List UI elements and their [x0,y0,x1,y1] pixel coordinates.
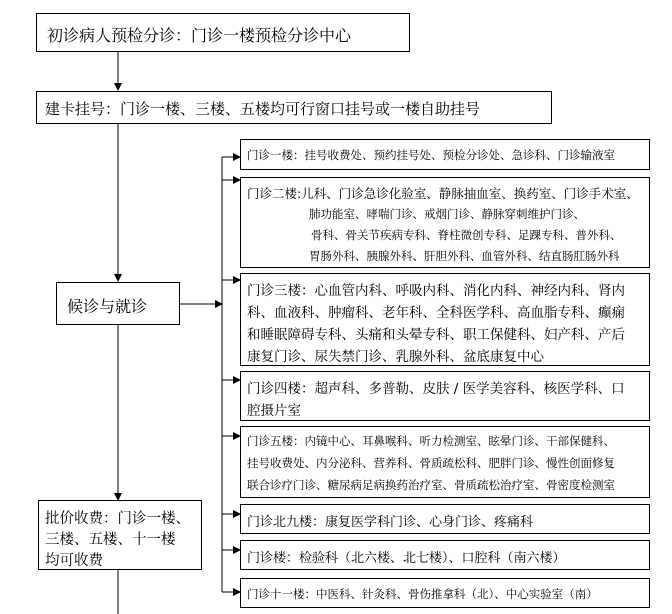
step4-box [38,500,202,570]
floor3-line: 康复门诊、尿失禁门诊、乳腺外科、盆底康复中心 [247,349,544,365]
floor3-line: 科、血液科、肿瘤科、老年科、全科医学科、高血脂专科、癫痫 [247,305,625,321]
floor2-line: 门诊二楼:儿科、门诊急诊化验室、静脉抽血室、换药室、门诊手术室、 [247,186,639,201]
floor1-box [240,139,650,170]
step2-box [36,91,552,124]
step3-text: 候诊与就诊 [67,297,148,316]
floor2-line: 骨科、骨关节疾病专科、脊柱微创专科、足踝专科、普外科、 [311,228,622,242]
floor11-box [240,578,650,608]
step4-line: 均可收费 [45,553,103,569]
step1-box [36,13,410,52]
floor2-line: 肺功能室、哮喘门诊、戒烟门诊、静脉穿刺维护门诊、 [309,207,585,221]
floor5-box [240,426,650,498]
floor3-line: 和睡眠障碍专科、头痛和头晕专科、职工保健科、妇产科、产后 [247,327,625,343]
floor4-line: 门诊四楼：超声科、多普勒、皮肤 / 医学美容科、核医学科、口 [247,381,625,397]
floor1-line: 门诊一楼：挂号收费处、预约挂号处、预检分诊处、急诊科、门诊输液室 [247,148,615,162]
floor-lab-line: 门诊楼：检验科（北六楼、北七楼）、口腔科（南六楼） [247,551,566,566]
floor3-box [240,273,650,366]
floor4-line: 腔摄片室 [247,403,301,419]
step4-line: 三楼、五楼、十一楼 [45,532,176,548]
floor2-line: 胃肠外科、胰腺外科、肝胆外科、血管外科、结直肠肛肠外科 [309,249,620,263]
floor-n9-line: 门诊北九楼：康复医学科门诊、心身门诊、疼痛科 [247,515,534,530]
floor-lab-box [240,540,650,570]
floor2-box [240,177,650,268]
step4-line: 批价收费：门诊一楼、 [45,511,190,527]
floor3-line: 门诊三楼：心血管内科、呼吸内科、消化内科、神经内科、肾内 [247,283,625,299]
step3-box [56,282,180,325]
floor-n9-box [240,504,650,534]
floor11-line: 门诊十一楼：中医科、针灸科、骨伤推拿科（北）、中心实验室（南） [247,587,598,601]
floor5-line: 联合诊疗门诊、糖尿病足病换药治疗室、骨质疏松治疗室、骨密度检测室 [247,478,615,492]
floor5-line: 门诊五楼：内镜中心、耳鼻喉科、听力检测室、眩晕门诊、干部保健科、 [247,434,615,448]
step1-text: 初诊病人预检分诊：门诊一楼预检分诊中心 [47,26,352,45]
floor5-line: 挂号收费处、内分泌科、营养科、骨质疏松科、肥胖门诊、慢性创面修复 [247,456,615,470]
floor4-box [240,371,650,421]
step2-text: 建卡挂号：门诊一楼、三楼、五楼均可行窗口挂号或一楼自助挂号 [45,100,481,118]
